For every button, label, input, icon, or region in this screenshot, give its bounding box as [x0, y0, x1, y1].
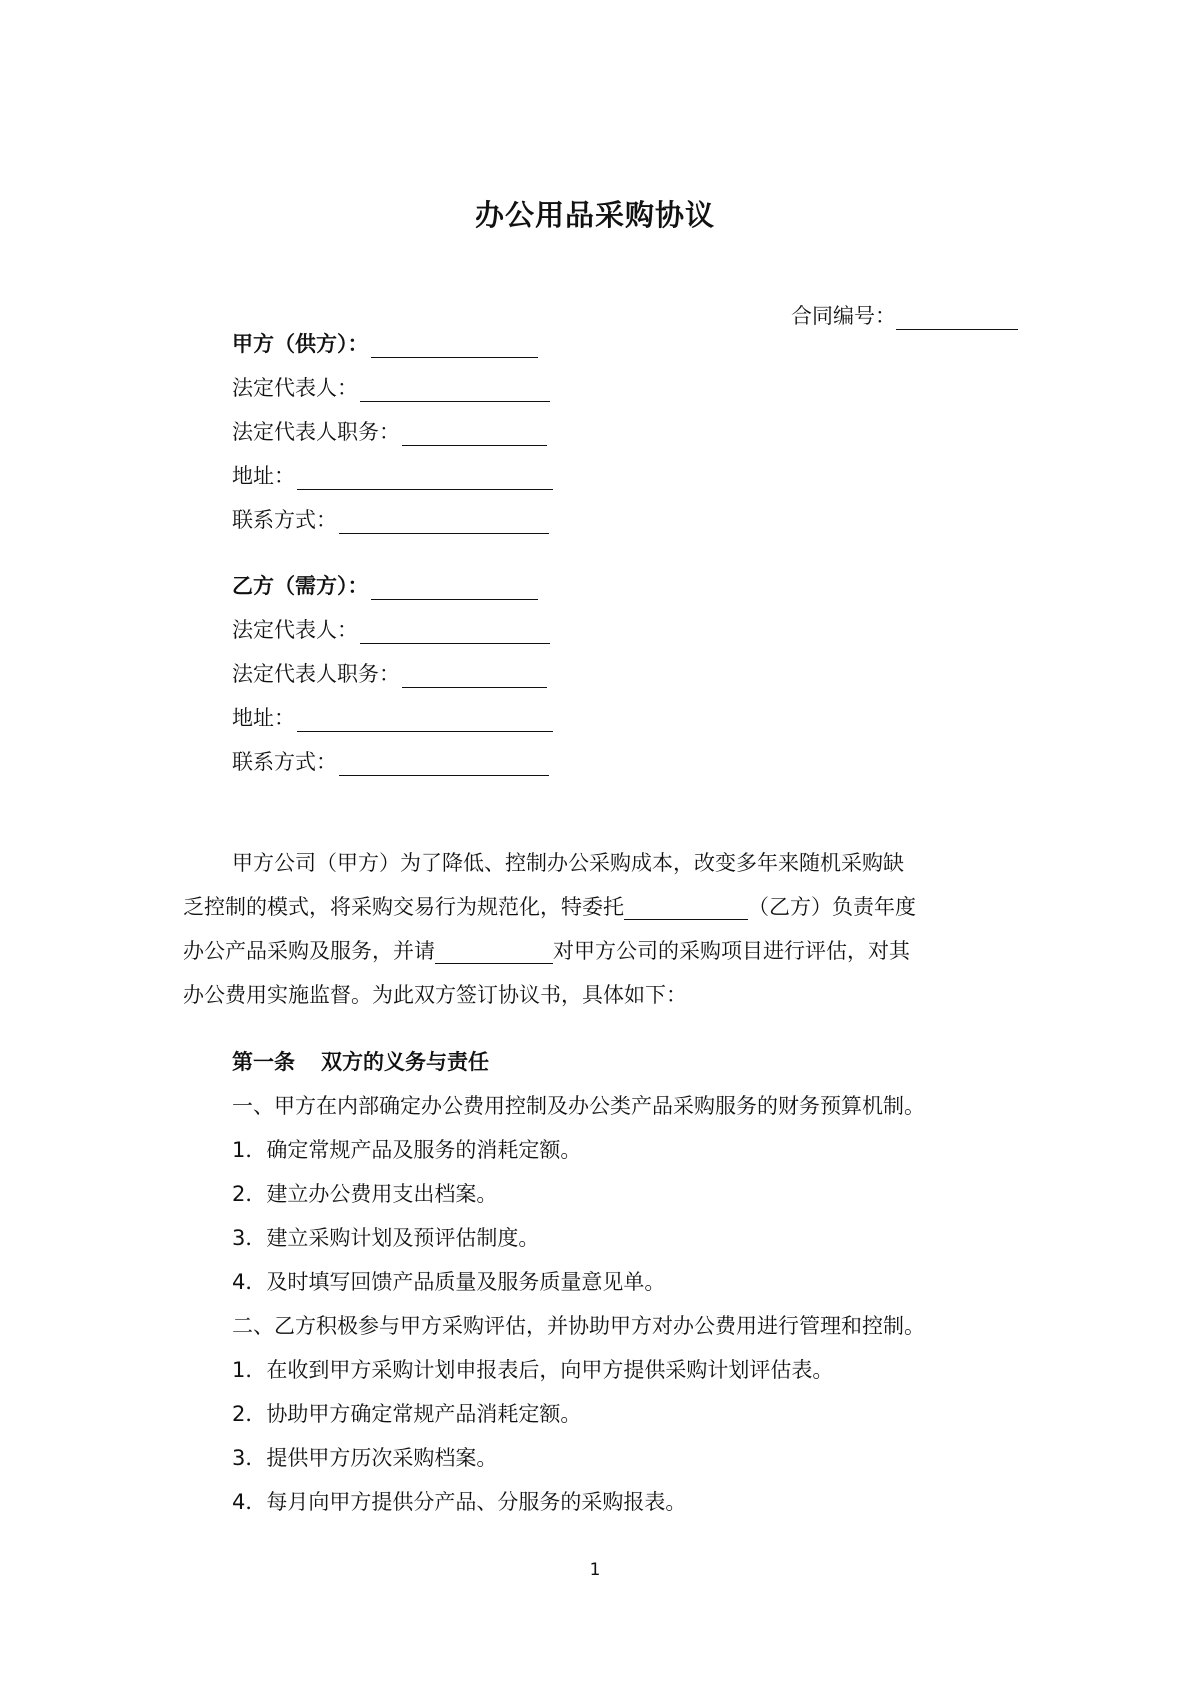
party-a-legal-rep-title-blank	[402, 423, 547, 446]
evaluator-blank	[435, 937, 553, 964]
clause-item: 2．协助甲方确定常规产品消耗定额。	[232, 1402, 582, 1426]
clause-item: 3．提供甲方历次采购档案。	[232, 1446, 498, 1470]
intro-line-2	[183, 885, 1013, 929]
contract-number	[791, 300, 1018, 330]
party-b-legal-rep-title-blank	[402, 665, 547, 688]
party-b-legal-rep-title-label: 法定代表人职务：	[232, 662, 400, 686]
party-a-contact	[232, 490, 553, 534]
page-number: 1	[589, 1560, 601, 1580]
contract-number-blank	[896, 307, 1018, 330]
clause-item: 1．确定常规产品及服务的消耗定额。	[232, 1138, 582, 1162]
intro-line-2-b: （乙方）负责年度	[748, 895, 916, 919]
party-a-legal-rep-blank	[360, 379, 550, 402]
party-a-legal-rep	[232, 358, 553, 402]
intro-paragraph	[183, 841, 1013, 1017]
party-b-address-label: 地址：	[232, 706, 295, 730]
party-a-address	[232, 446, 553, 490]
party-a-block	[232, 314, 553, 534]
article-1-heading	[232, 1040, 925, 1084]
article-1-title: 双方的义务与责任	[321, 1050, 489, 1074]
clause-item: 3．建立采购计划及预评估制度。	[232, 1226, 540, 1250]
entrusted-party-blank	[624, 893, 748, 920]
clause-item: 4．每月向甲方提供分产品、分服务的采购报表。	[232, 1490, 687, 1514]
party-b-contact	[232, 732, 553, 776]
clause-item: 1．在收到甲方采购计划申报表后，向甲方提供采购计划评估表。	[232, 1358, 834, 1382]
party-a-heading-label: 甲方（供方）：	[232, 332, 369, 356]
party-b-heading-label: 乙方（需方）：	[232, 574, 369, 598]
party-b-name-blank	[371, 577, 538, 600]
party-a-name-blank	[371, 335, 538, 358]
party-b-legal-rep	[232, 600, 553, 644]
party-a-contact-label: 联系方式：	[232, 508, 337, 532]
party-b-block	[232, 556, 553, 776]
article-1-number: 第一条	[232, 1050, 295, 1074]
clause-item: 2．建立办公费用支出档案。	[232, 1182, 498, 1206]
clause-item: 4．及时填写回馈产品质量及服务质量意见单。	[232, 1270, 666, 1294]
party-b-address-blank	[297, 709, 553, 732]
clause-item: 二、乙方积极参与甲方采购评估，并协助甲方对办公费用进行管理和控制。	[232, 1314, 925, 1338]
party-a-legal-rep-label: 法定代表人：	[232, 376, 358, 400]
party-b-legal-rep-blank	[360, 621, 550, 644]
party-b-legal-rep-title	[232, 644, 553, 688]
intro-line-2-a: 乏控制的模式，将采购交易行为规范化，特委托	[183, 895, 624, 919]
intro-line-3-b: 对甲方公司的采购项目进行评估，对其	[553, 939, 910, 963]
party-b-address	[232, 688, 553, 732]
party-b-contact-blank	[339, 753, 549, 776]
intro-line-3	[183, 929, 1013, 973]
intro-line-4: 办公费用实施监督。为此双方签订协议书，具体如下：	[183, 983, 687, 1007]
party-a-legal-rep-title	[232, 402, 553, 446]
party-b-heading	[232, 556, 553, 600]
party-b-legal-rep-label: 法定代表人：	[232, 618, 358, 642]
contract-number-label: 合同编号：	[791, 304, 896, 328]
party-a-address-label: 地址：	[232, 464, 295, 488]
party-a-contact-blank	[339, 511, 549, 534]
clause-item: 一、甲方在内部确定办公费用控制及办公类产品采购服务的财务预算机制。	[232, 1094, 925, 1118]
intro-line-1: 甲方公司（甲方）为了降低、控制办公采购成本，改变多年来随机采购缺	[232, 851, 904, 875]
party-a-address-blank	[297, 467, 553, 490]
article-1	[232, 1040, 925, 1524]
party-b-contact-label: 联系方式：	[232, 750, 337, 774]
party-a-heading	[232, 314, 553, 358]
page-title: 办公用品采购协议	[474, 198, 715, 232]
intro-line-3-a: 办公产品采购及服务，并请	[183, 939, 435, 963]
party-a-legal-rep-title-label: 法定代表人职务：	[232, 420, 400, 444]
